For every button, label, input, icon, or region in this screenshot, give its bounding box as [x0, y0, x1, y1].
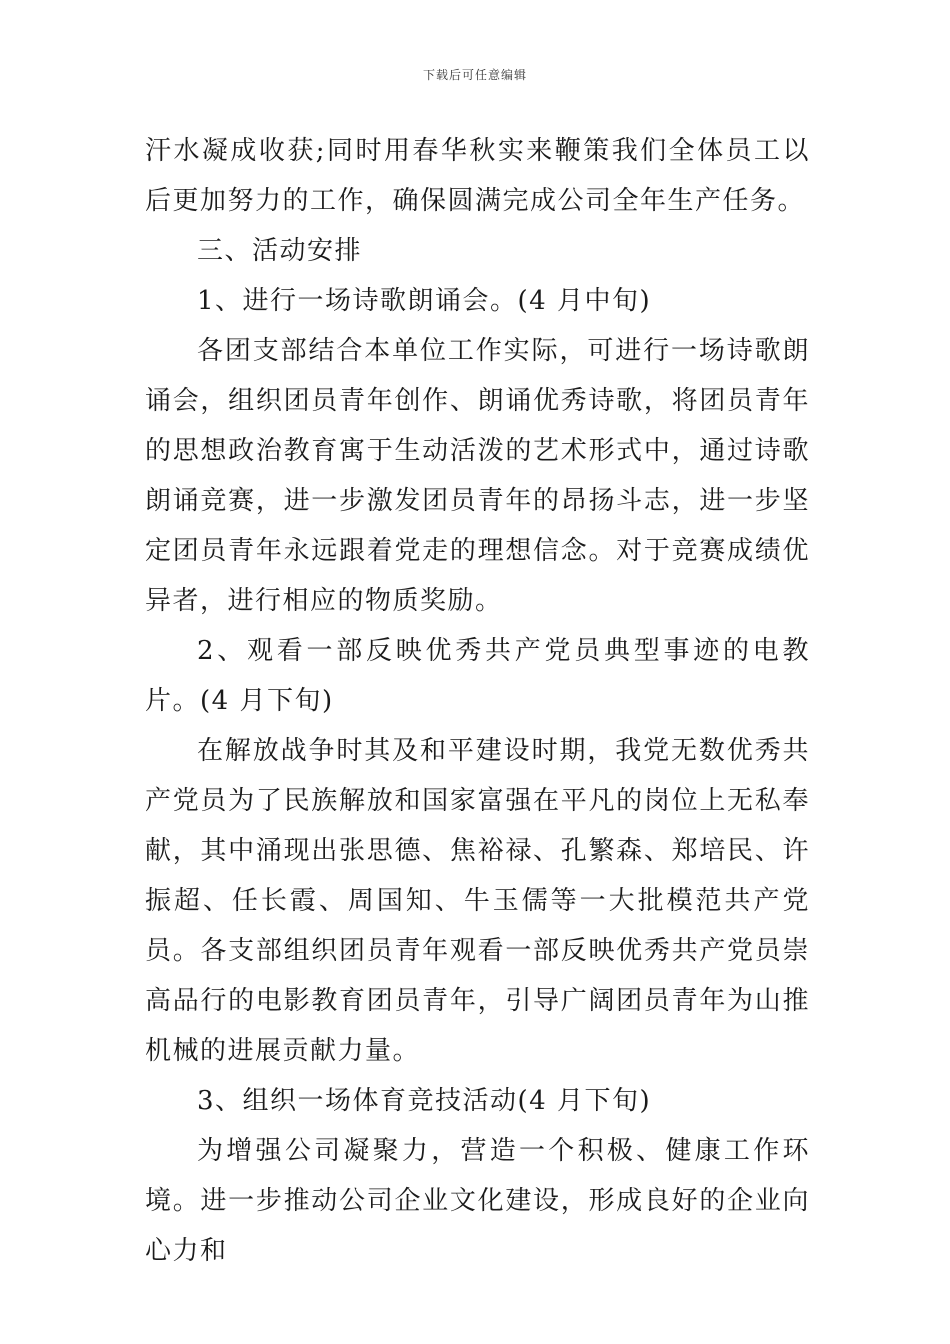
item-heading-sports-activity: 3、组织一场体育竞技活动(4 月下旬): [197, 1086, 652, 1116]
paragraph-film-viewing: 在解放战争时其及和平建设时期，我党无数优秀共产党员为了民族解放和国家富强在平凡的岗位上无私奉献，其中涌现出张思德、焦裕禄、孔繁森、郑培民、许振超、任长霞、周国知、牛玉儒等一大批模范共产党员。各支部组织团员青年观看一部反映优秀共产党员崇高品行的电影教育团员青年，引导广阔团员青年为山推机械的进展贡献力量。: [145, 736, 810, 1066]
document-body: [145, 126, 810, 1276]
page-header-note: 下载后可任意编辑: [422, 68, 527, 82]
item-heading-film-viewing: 2、观看一部反映优秀共产党员典型事迹的电教片。(4 月下旬): [145, 636, 810, 716]
section-heading-activity-arrangement: 三、活动安排: [197, 236, 363, 266]
paragraph-sports-activity: 为增强公司凝聚力，营造一个积极、健康工作环境。进一步推动公司企业文化建设，形成良好的企业向心力和: [145, 1136, 810, 1266]
item-heading-poetry-recitation: 1、进行一场诗歌朗诵会。(4 月中旬): [197, 286, 652, 316]
paragraph-continuation: 汗水凝成收获;同时用春华秋实来鞭策我们全体员工以后更加努力的工作，确保圆满完成公司全年生产任务。: [145, 136, 810, 216]
paragraph-poetry-recitation: 各团支部结合本单位工作实际，可进行一场诗歌朗诵会，组织团员青年创作、朗诵优秀诗歌，将团员青年的思想政治教育寓于生动活泼的艺术形式中，通过诗歌朗诵竞赛，进一步激发团员青年的昂扬斗志，进一步坚定团员青年永远跟着党走的理想信念。对于竞赛成绩优异者，进行相应的物质奖励。: [145, 336, 810, 616]
